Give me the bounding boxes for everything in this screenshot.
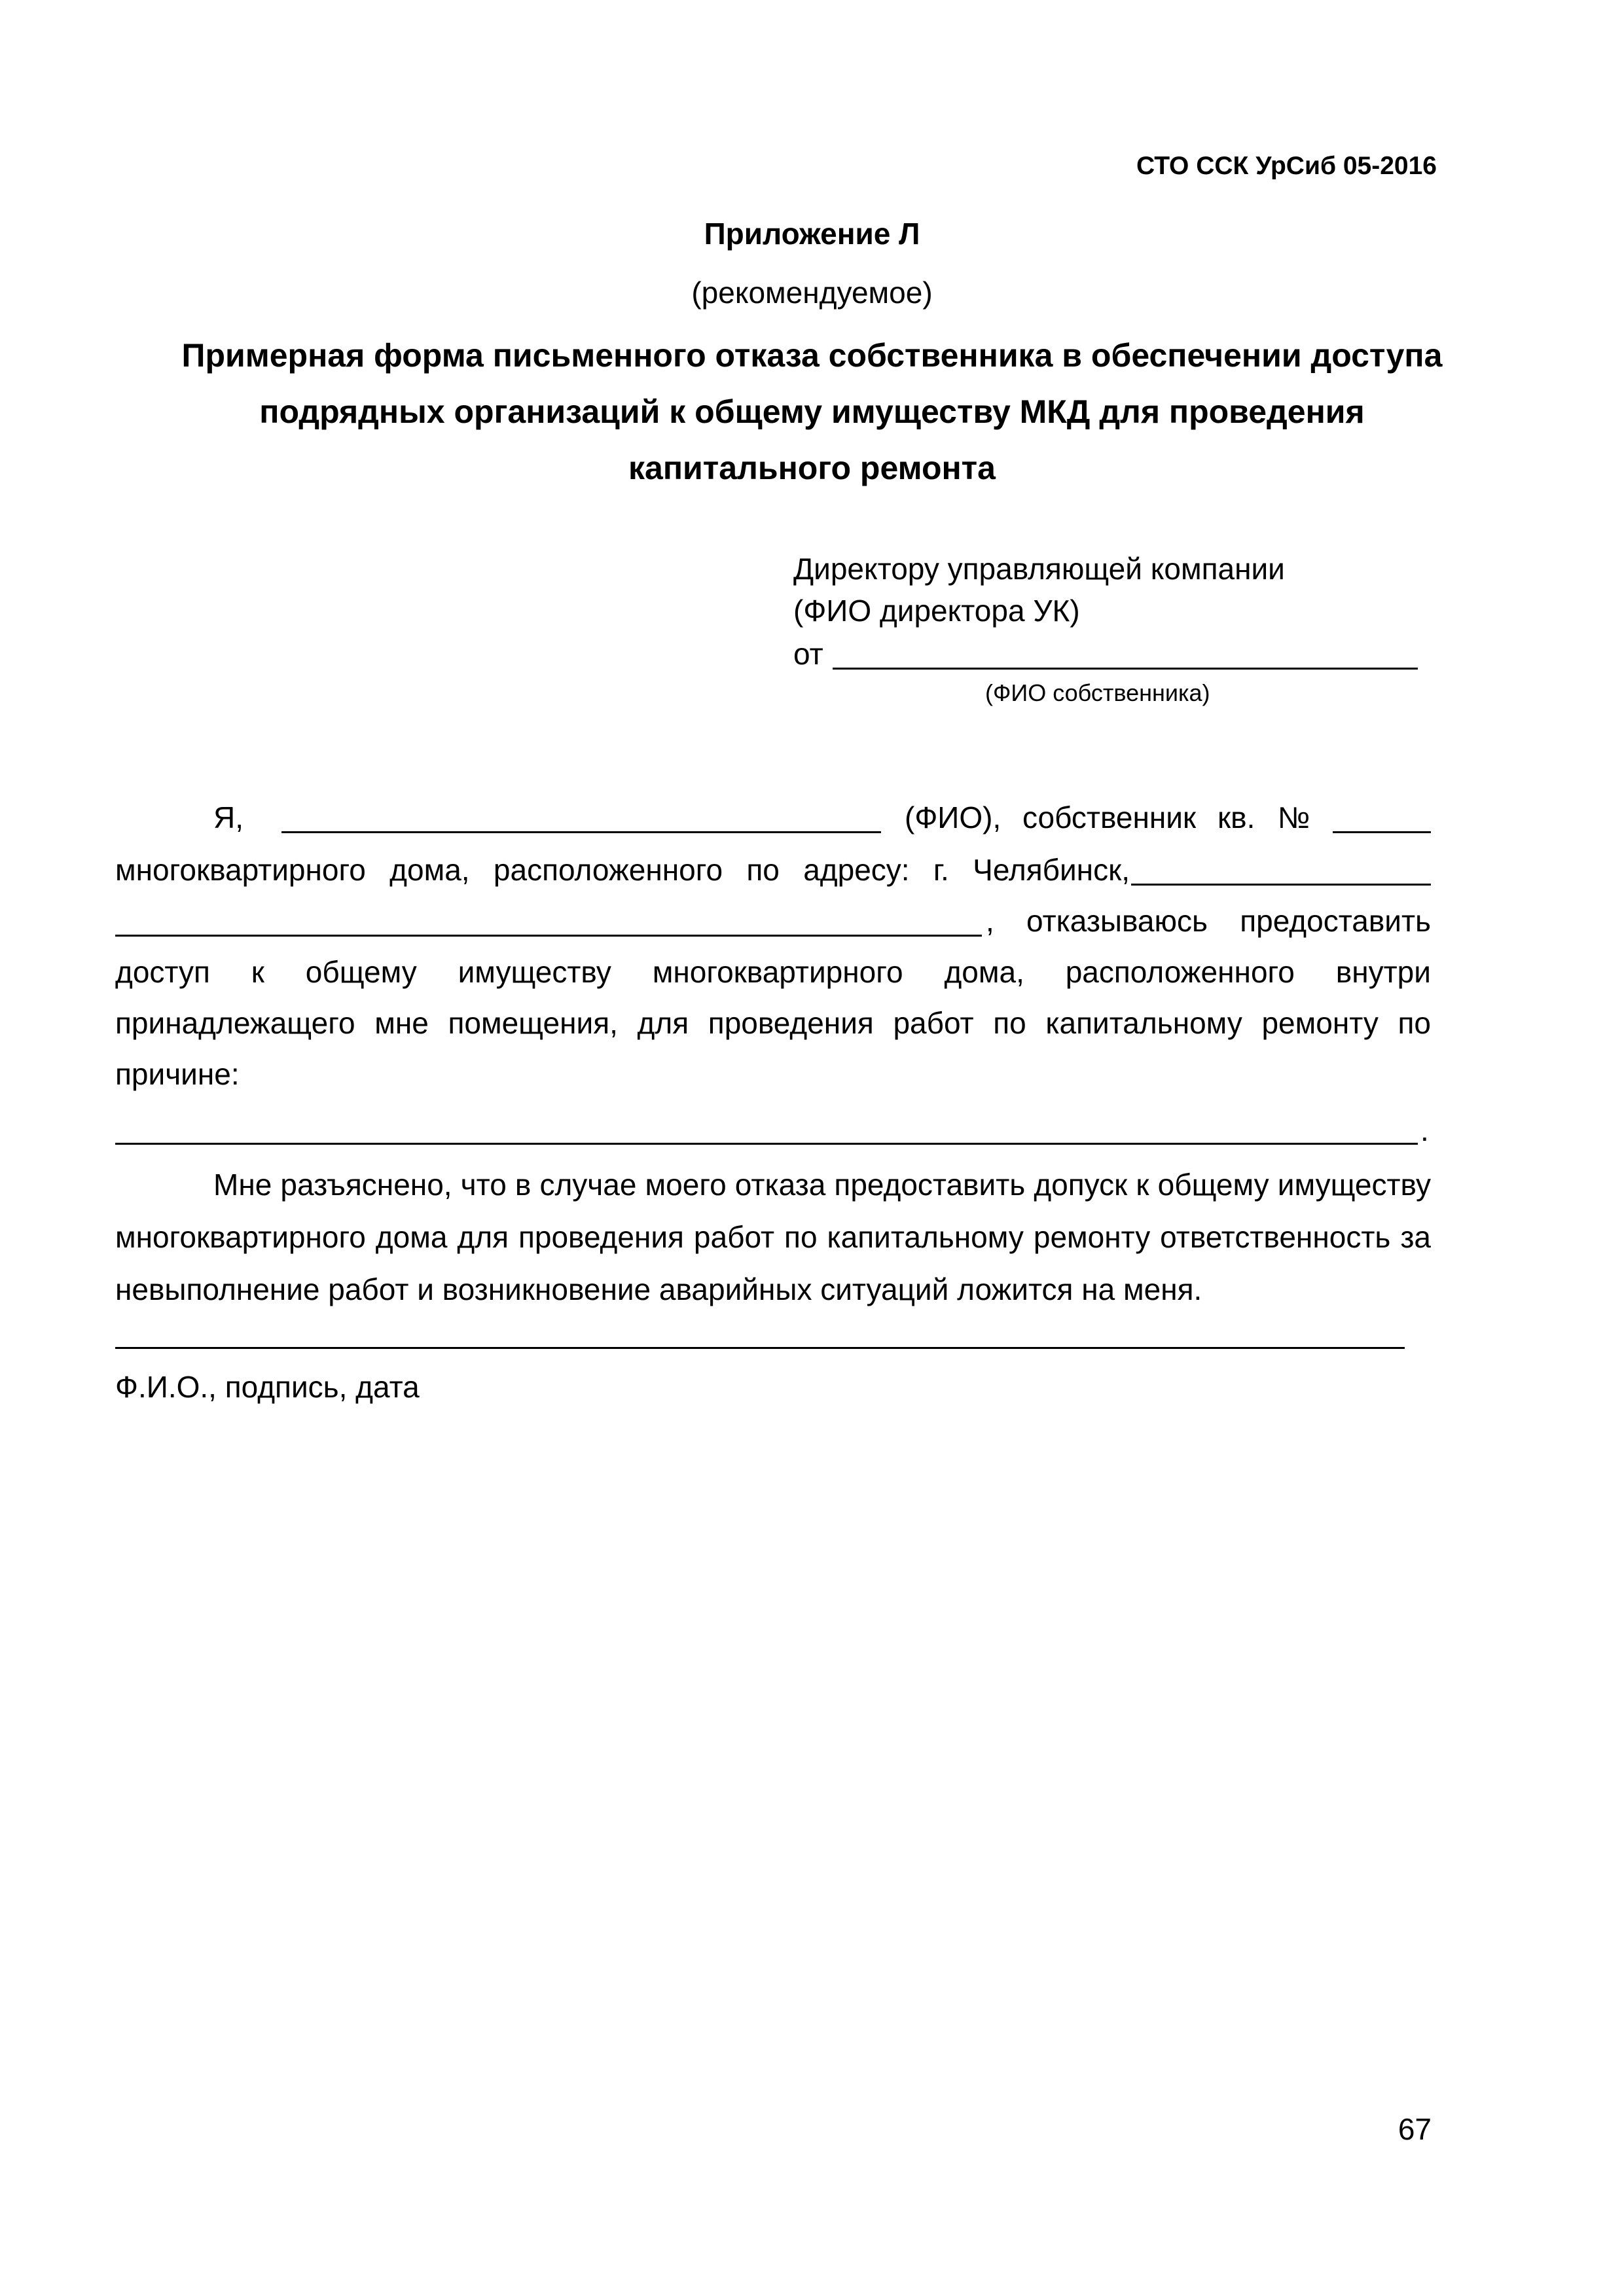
word: многоквартирного <box>115 853 366 887</box>
word: дома, <box>389 853 470 887</box>
appendix-status: (рекомендуемое) <box>691 276 933 310</box>
number-sign: № <box>1278 800 1310 834</box>
word: имуществу <box>458 955 611 989</box>
period: . <box>1420 1113 1429 1147</box>
word: отказываюсь <box>1026 904 1208 938</box>
addressee-line-2: (ФИО директора УК) <box>793 594 1080 628</box>
appendix-title: Приложение Л <box>704 217 920 251</box>
owner-name-caption: (ФИО собственника) <box>985 679 1210 706</box>
form-title-line-2: подрядных организаций к общему имуществу МКД для проведения <box>259 393 1365 430</box>
apartment-label: кв. <box>1218 800 1255 834</box>
statement-line-3 <box>1026 903 1431 939</box>
fio-field[interactable] <box>281 831 881 833</box>
word: общему <box>305 955 417 989</box>
page-number: 67 <box>1398 2112 1432 2146</box>
word: Челябинск, <box>973 853 1130 887</box>
signature-field[interactable] <box>115 1347 1405 1349</box>
word: предоставить <box>1240 904 1431 938</box>
reason-label: причине: <box>115 1057 240 1091</box>
form-title <box>0 327 1624 496</box>
from-label: от <box>793 637 823 671</box>
address-field-continued[interactable] <box>115 935 982 937</box>
address-field[interactable] <box>1131 884 1431 886</box>
statement-line-5: принадлежащего мне помещения, для проведения работ по капитальному ремонту по <box>115 1006 1431 1040</box>
apartment-number-field[interactable] <box>1333 831 1431 833</box>
owner-name-field[interactable] <box>833 668 1418 670</box>
fio-label: (ФИО), <box>905 800 1001 834</box>
statement-line-2 <box>115 852 1130 888</box>
comma: , <box>986 904 994 938</box>
reason-field[interactable] <box>115 1143 1418 1145</box>
word: расположенного <box>1065 955 1295 989</box>
explanation-paragraph: Мне разъяснено, что в случае моего отказа предоставить допуск к общему имуществу многоквартирного дома для проведения работ по капитальному ремонту ответственность за невыполнение работ и возникновение аварийных ситуаций ложится на меня. <box>115 1168 1431 1306</box>
word: расположенного <box>493 853 723 887</box>
statement-line-4 <box>115 954 1431 990</box>
word: дома, <box>944 955 1024 989</box>
word: многоквартирного <box>652 955 903 989</box>
word: по <box>746 853 780 887</box>
word: доступ <box>115 955 210 989</box>
addressee-line-1: Директору управляющей компании <box>793 552 1285 586</box>
owner-label: собственник <box>1022 800 1197 834</box>
word: внутри <box>1335 955 1431 989</box>
word: г. <box>933 853 949 887</box>
form-title-line-1: Примерная форма письменного отказа собственника в обеспечении доступа <box>181 337 1443 374</box>
word: адресу: <box>803 853 910 887</box>
signature-caption: Ф.И.О., подпись, дата <box>115 1370 420 1404</box>
word: к <box>251 955 264 989</box>
statement-start: Я, <box>213 800 244 834</box>
standard-id: СТО ССК УрСиб 05-2016 <box>1136 152 1437 180</box>
form-title-line-3: капитального ремонта <box>628 450 996 486</box>
